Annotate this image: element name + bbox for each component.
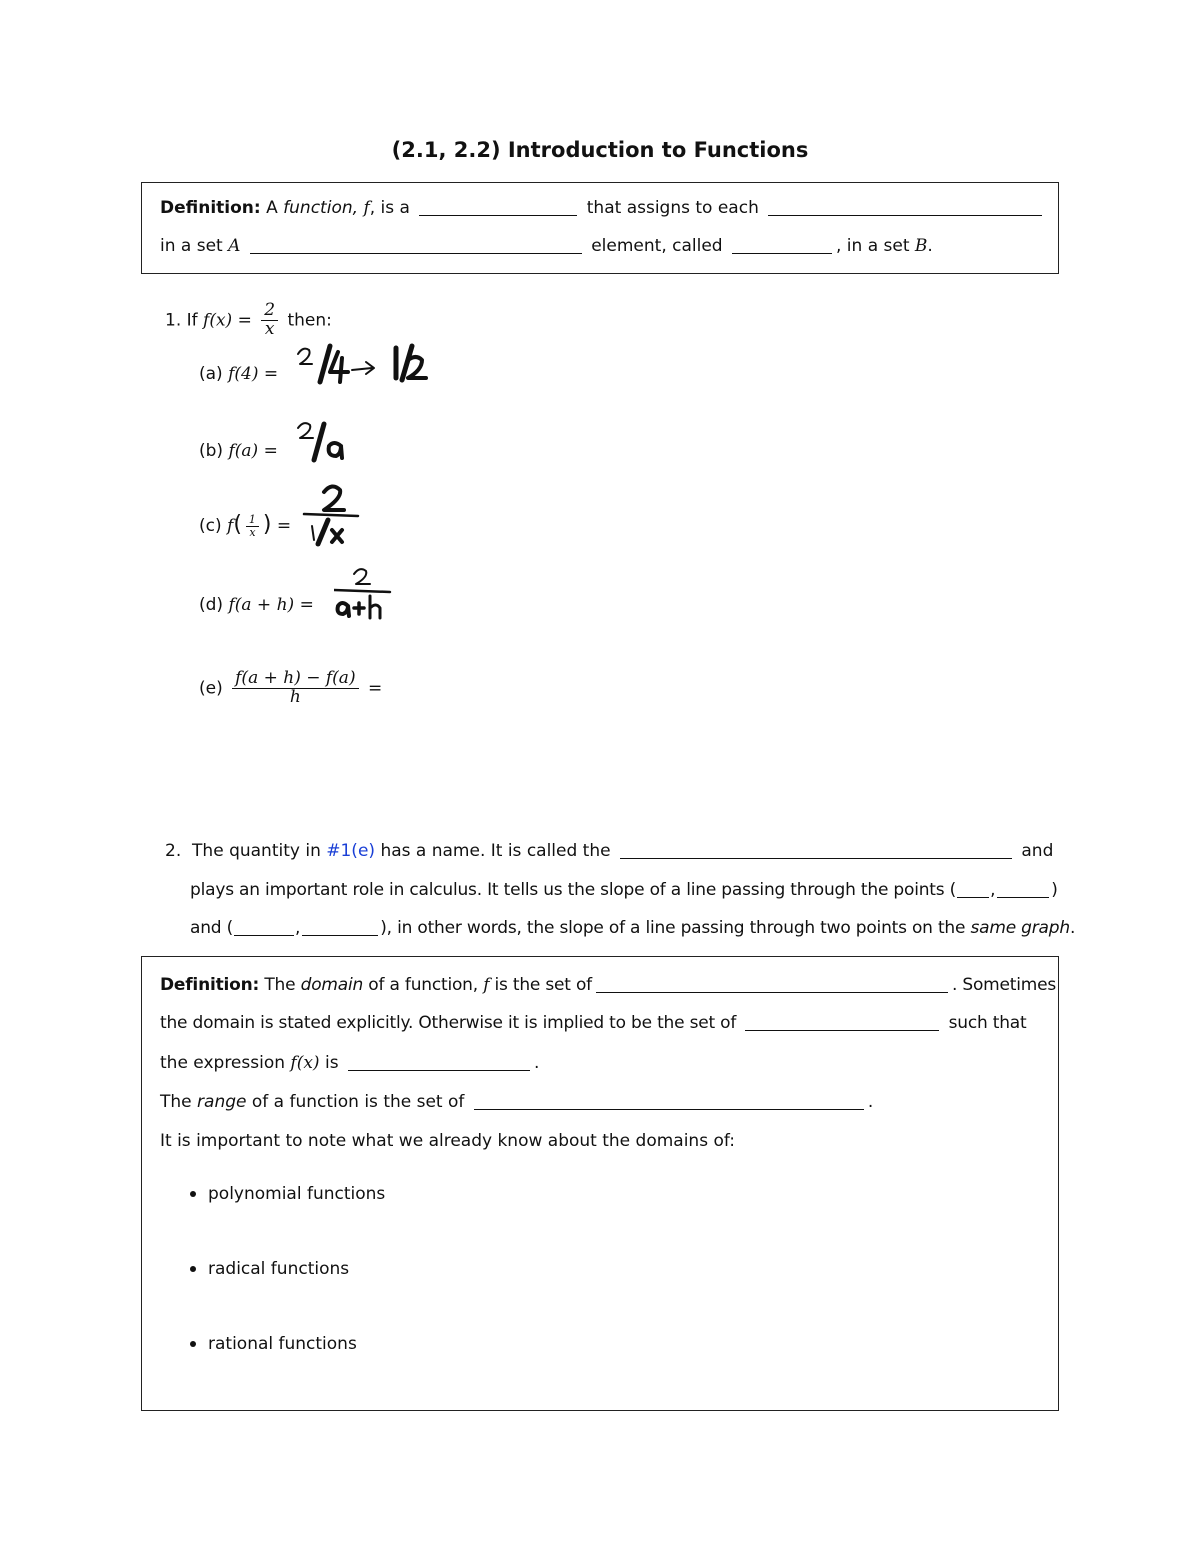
def1-text: A [266, 198, 278, 218]
def1-text: in a set [160, 236, 223, 256]
list-item-label: rational functions [208, 1334, 357, 1354]
handwritten-answer-a [294, 340, 444, 390]
bullet-icon [190, 1266, 196, 1272]
part-e [199, 670, 382, 707]
list-item-label: radical functions [208, 1259, 350, 1279]
part-c-fraction [246, 514, 259, 538]
def2-text: is [324, 1053, 339, 1073]
def1-text: , in a set [836, 236, 910, 256]
handwritten-answer-b [294, 416, 364, 466]
part-label: (b) [199, 441, 224, 461]
q2-text: and [1021, 841, 1054, 861]
def1-text: that assigns to each [586, 198, 759, 218]
def2-fx: f(x) [290, 1053, 320, 1073]
set-b-symbol: B [914, 236, 928, 256]
def1-line2 [160, 236, 933, 256]
def1-text: , is a [369, 198, 410, 218]
q2-comma: , [990, 880, 996, 900]
q2-text: ), in other words, the slope of a line passing through two points on the [380, 918, 966, 938]
q2-text: and ( [190, 918, 234, 938]
blank-line [419, 199, 577, 216]
handwritten-answer-d [334, 562, 394, 622]
part-label: (e) [199, 678, 223, 699]
def2-line1 [160, 975, 1056, 995]
part-d [199, 595, 314, 615]
def2-line2 [160, 1013, 1026, 1033]
def1-text: element, called [591, 236, 723, 256]
q1-fraction [261, 302, 278, 339]
list-item-label: polynomial functions [208, 1184, 386, 1204]
def2-text: . Sometimes [951, 975, 1057, 995]
domain-term: domain [300, 975, 364, 995]
part-a [199, 364, 278, 384]
def2-line4 [160, 1092, 873, 1112]
equals-sign: = [276, 516, 292, 536]
part-expression: f [227, 516, 234, 536]
difference-quotient [232, 670, 358, 707]
list-item [190, 1334, 357, 1354]
q1-text: If [186, 310, 198, 331]
def1-line1 [160, 198, 1046, 218]
q2-paren: ) [1051, 880, 1058, 900]
part-expression: f(4) = [228, 364, 279, 384]
blank-line [732, 237, 832, 254]
fraction-denominator: x [249, 525, 256, 539]
def2-text: such that [948, 1013, 1027, 1033]
question-reference-link[interactable]: #1(e) [326, 841, 376, 861]
def2-text: The [160, 1092, 192, 1112]
q2-emphasis: same graph [970, 918, 1070, 938]
question-2-line2 [190, 880, 1058, 900]
definition-label: Definition: [160, 198, 261, 218]
bullet-icon [190, 1191, 196, 1197]
q2-period: . [1069, 918, 1076, 938]
bullet-icon [190, 1341, 196, 1347]
blank-line [250, 237, 582, 254]
part-label: (c) [199, 516, 222, 536]
part-expression: f(a) = [228, 441, 278, 461]
q2-text: has a name. It is called the [380, 841, 611, 861]
def1-f-symbol: f [363, 198, 370, 218]
handwritten-answer-c [302, 482, 368, 550]
question-1-stem [165, 302, 332, 339]
def2-text: of a function is the set of [251, 1092, 465, 1112]
range-term: range [197, 1092, 247, 1112]
fraction-numerator: 1 [246, 514, 259, 527]
q1-function: f(x) = [203, 310, 252, 331]
def1-function-term: function, [283, 198, 359, 218]
blank-line [768, 199, 1042, 216]
blank-line [234, 919, 294, 936]
q2-comma: , [295, 918, 301, 938]
page-title: (2.1, 2.2) Introduction to Functions [391, 138, 809, 162]
question-number: 2. [165, 841, 182, 861]
part-b [199, 441, 278, 461]
def2-text: the domain is stated explicitly. Otherwise it is implied to be the set of [160, 1013, 737, 1033]
fraction-numerator: f(a + h) − f(a) [232, 670, 358, 689]
q2-text: plays an important role in calculus. It tells us the slope of a line passing through the points ( [190, 880, 957, 900]
equals-sign: = [367, 678, 383, 699]
part-label: (d) [199, 595, 224, 615]
fraction-numerator: 2 [261, 302, 278, 321]
list-item [190, 1259, 349, 1279]
def2-text: . [533, 1053, 540, 1073]
part-label: (a) [199, 364, 223, 384]
blank-line [474, 1093, 864, 1110]
def1-period: . [927, 236, 933, 256]
set-a-symbol: A [228, 236, 241, 256]
blank-line [957, 881, 989, 898]
part-expression: f(a + h) = [228, 595, 314, 615]
def2-text: the expression [160, 1053, 286, 1073]
question-2-line1 [165, 841, 1053, 861]
definition-label: Definition: [160, 975, 260, 995]
part-c: (c) f( $\frac{1}{x}$ ) = [199, 512, 292, 539]
blank-line [302, 919, 378, 936]
function-definition-box [141, 182, 1059, 274]
def2-text: . [867, 1092, 874, 1112]
blank-line [348, 1054, 530, 1071]
fraction-denominator: h [289, 686, 301, 707]
def2-text: of a function, [368, 975, 478, 995]
def2-text: The [264, 975, 296, 995]
def2-text: is the set of [494, 975, 592, 995]
blank-line [997, 881, 1049, 898]
def2-f-symbol: f [483, 975, 490, 995]
blank-line [745, 1014, 939, 1031]
def2-line3 [160, 1053, 539, 1073]
question-2-line3 [190, 918, 1075, 938]
q1-text: then: [287, 310, 332, 331]
def2-line5: It is important to note what we already know about the domains of: [160, 1131, 735, 1151]
blank-line [620, 842, 1012, 859]
list-item [190, 1184, 385, 1204]
q2-text: The quantity in [192, 841, 321, 861]
blank-line [596, 976, 948, 993]
question-number: 1. [165, 310, 182, 331]
fraction-denominator: x [264, 318, 275, 339]
